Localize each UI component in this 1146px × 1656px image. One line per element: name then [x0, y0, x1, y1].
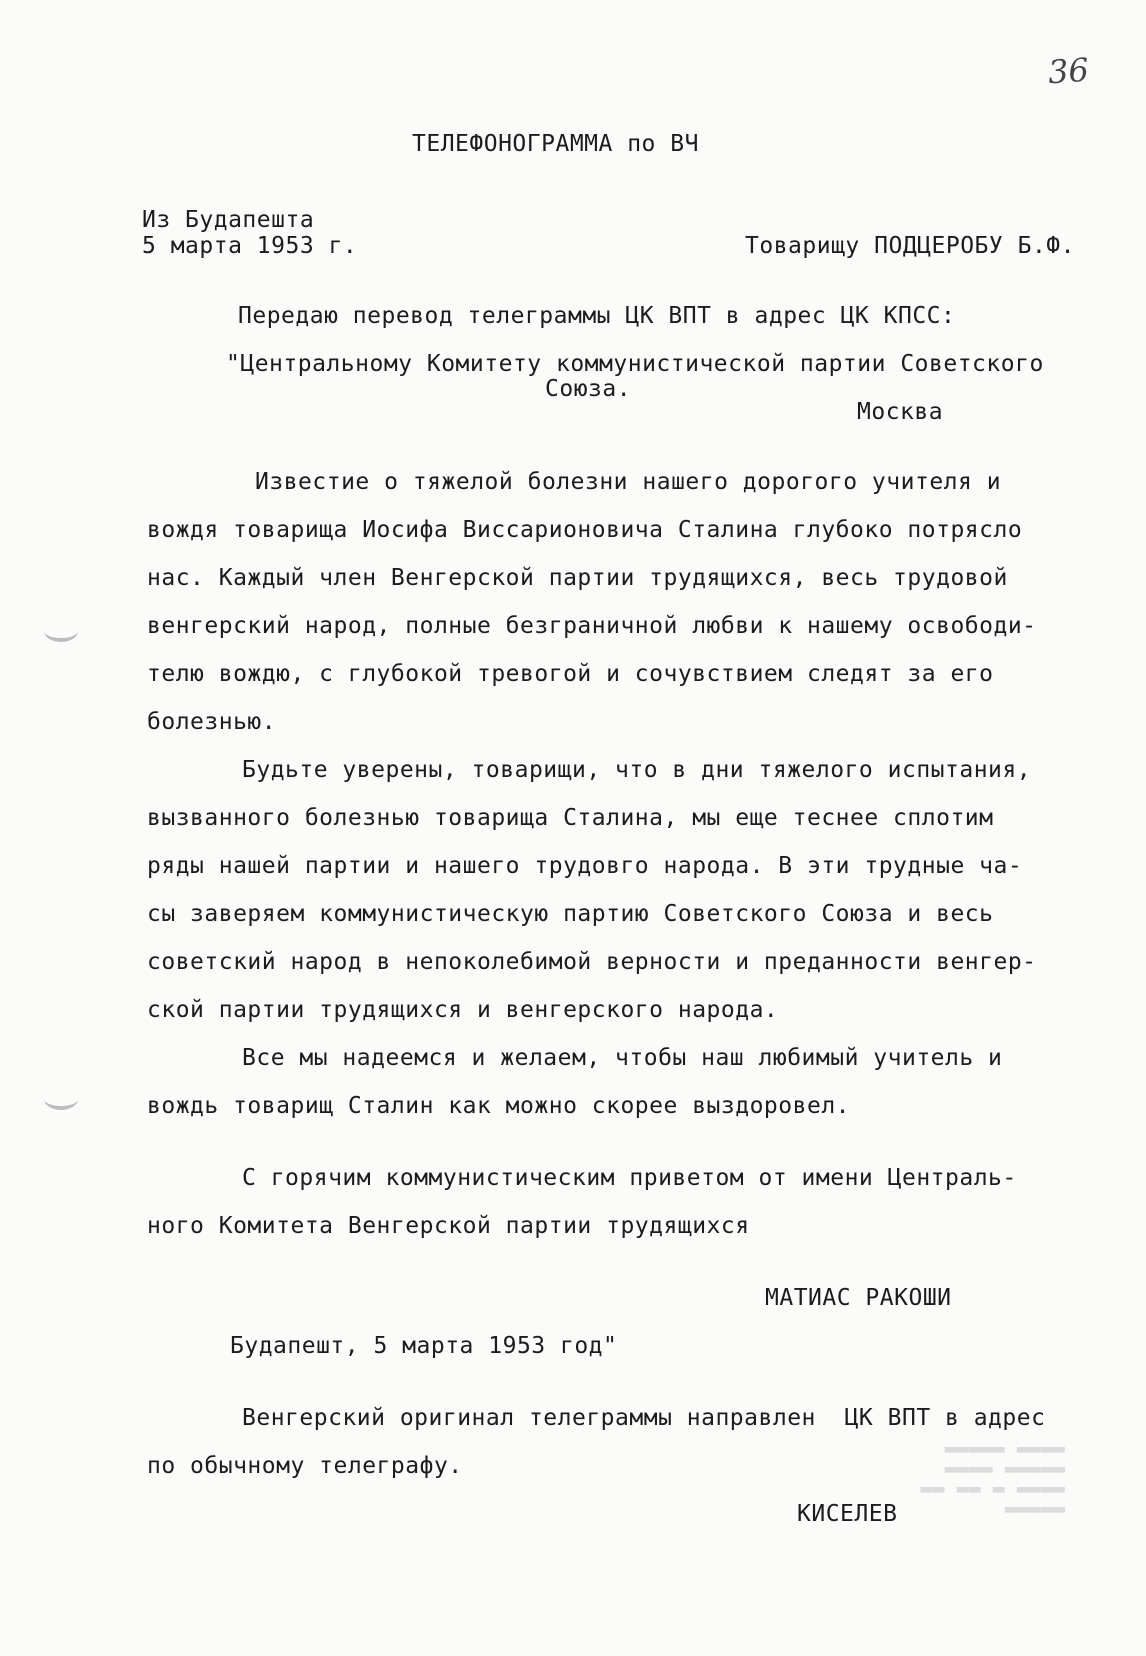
origin-city: Из Будапешта	[142, 207, 315, 233]
addressee: Товарищу ПОДЦЕРОБУ Б.Ф.	[745, 233, 1075, 259]
body-line: ской партии трудящихся и венгерского народа.	[147, 997, 779, 1023]
body-line: Будьте уверены, товарищи, что в дни тяжелого испытания,	[242, 757, 1032, 783]
body-line: сы заверяем коммунистическую партию Советского Союза и весь	[147, 901, 994, 927]
sender: КИСЕЛЕВ	[797, 1501, 898, 1527]
show-through-text: ▬▬▬▬ ▬▬▬▬▬ ▬▬▬▬▬ ▬▬▬▬ ▬▬▬▬ ▬ ▬▬ ▬▬ ▬▬▬▬▬	[920, 1436, 1065, 1520]
body-line: болезнью.	[147, 709, 277, 735]
punch-hole-bottom	[44, 1088, 78, 1110]
punch-hole-top	[44, 620, 78, 642]
body-line: Все мы надеемся и желаем, чтобы наш любимый учитель и	[242, 1045, 1003, 1071]
body-line: вызванного болезнью товарища Сталина, мы еще теснее сплотим	[147, 805, 994, 831]
note-line: Венгерский оригинал телеграммы направлен ЦК ВПТ в адрес	[242, 1405, 1046, 1431]
body-line: нас. Каждый член Венгерской партии трудящихся, весь трудовой	[147, 565, 1008, 591]
recipient-line-1: "Центральному Комитету коммунистической партии Советского	[226, 351, 1044, 377]
signatory: МАТИАС РАКОШИ	[765, 1285, 952, 1311]
body-line: телю вождю, с глубокой тревогой и сочувствием следят за его	[147, 661, 994, 687]
body-line: вождя товарища Иосифа Виссарионовича Сталина глубоко потрясло	[147, 517, 1023, 543]
place-date: Будапешт, 5 марта 1953 год"	[230, 1333, 618, 1359]
note-line: по обычному телеграфу.	[147, 1453, 463, 1479]
page-number: 36	[1046, 50, 1090, 92]
body-line: ного Комитета Венгерской партии трудящихся	[147, 1213, 750, 1239]
body-line: венгерский народ, полные безграничной любви к нашему освободи-	[147, 613, 1037, 639]
document-title: ТЕЛЕФОНОГРАММА по ВЧ	[412, 131, 699, 157]
body-line: С горячим коммунистическим приветом от имени Централь-	[242, 1165, 1017, 1191]
origin-date: 5 марта 1953 г.	[142, 233, 358, 259]
intro-line: Передаю перевод телеграммы ЦК ВПТ в адрес ЦК КПСС:	[238, 303, 956, 329]
body-line: советский народ в непоколебимой верности и преданности венгер-	[147, 949, 1037, 975]
recipient-line-2: Союза.	[545, 376, 632, 402]
body-line: Известие о тяжелой болезни нашего дорогого учителя и	[255, 469, 1002, 495]
body-line: ряды нашей партии и нашего трудовго народа. В эти трудные ча-	[147, 853, 1023, 879]
recipient-city: Москва	[857, 399, 944, 425]
body-line: вождь товарищ Сталин как можно скорее выздоровел.	[147, 1093, 851, 1119]
